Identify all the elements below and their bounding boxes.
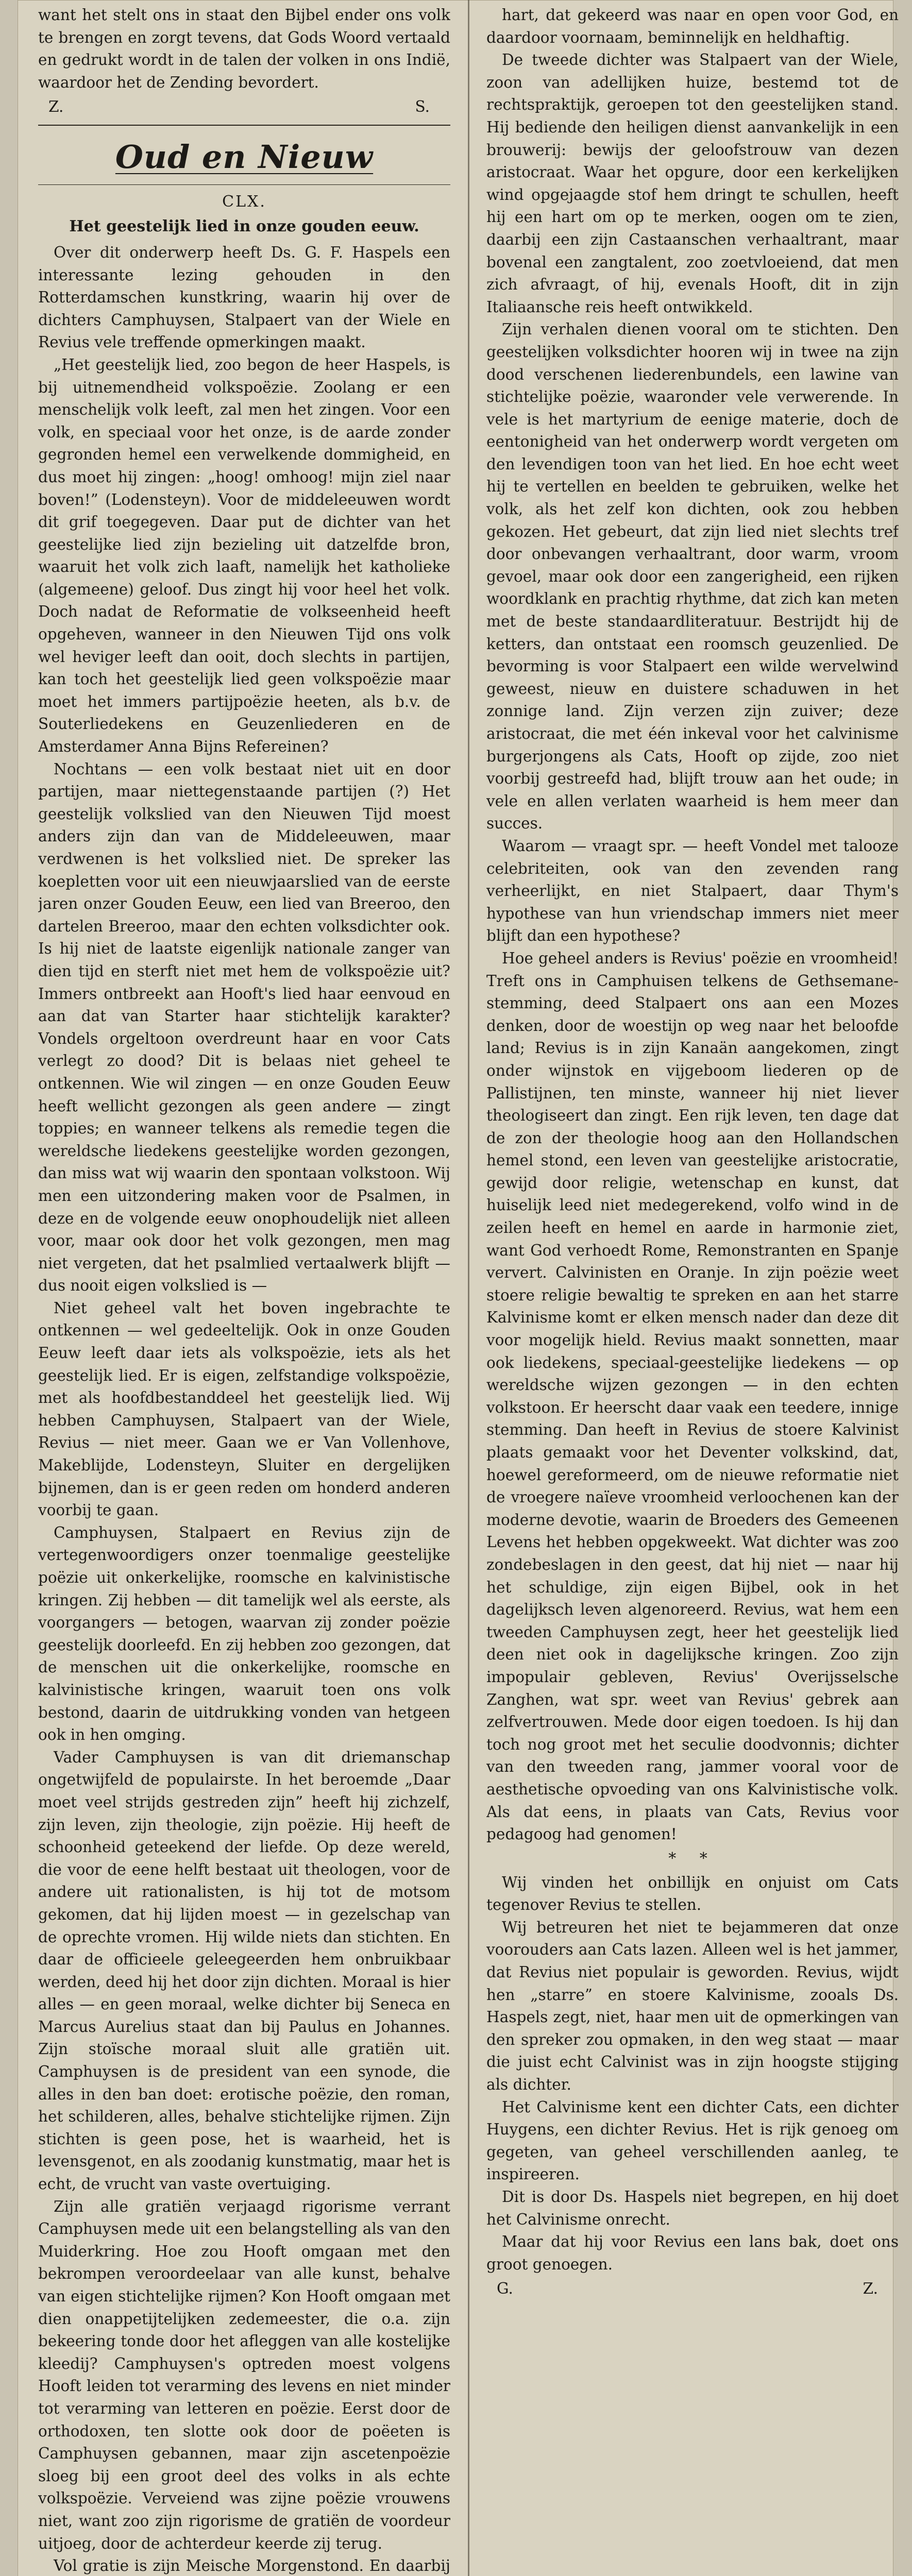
paragraph: Zijn verhalen dienen vooral om te stichten. Den geestelijken volksdichter hooren wij in twee na zijn dood verschenen liederenbundels, een lawine van stichtelijke poëzie, waaronder vele verwerende. In vele is het martyrium de eenige materie, doch de eentonigheid van het onderwerp wordt vergeten om den levendigen toon van het lied. En hoe echt weet hij te vertellen en beelden te gebruiken, welke het volk, als het zelf kon dichten, ook zou hebben gekozen. Het gebeurt, dat zijn lied niet slechts tref door onbevangen verhaaltrant, door warm, vroom gevoel, maar ook door een zangerigheid, een rijken woordklank en prachtig rhythme, dat zich kan meten met de beste standaardliteratuur. Bestrijdt hij de ketters, dan ontstaat een roomsch geuzenlied. De bevorming is voor Stalpaert een wilde wervelwind geweest, nieuw en duistere schaduwen in het zonnige land. Zijn verzen zijn zuiver; deze aristocraat, die met één inkeval voor het calvinisme burgerjongens als Cats, Hooft op zijde, zoo niet voorbij gestreefd had, blijft trouw aan het oude; in vele en allen verlaten waarheid is hem meer dan succes.	[486, 320, 899, 833]
paragraph: Over dit onderwerp heeft Ds. G. F. Haspels een interessante lezing gehouden in den Rotterdamschen kunstkring, waarin hij over de dichters Camphuysen, Stalpaert van der Wiele en Revius vele treffende opmerkingen maakt.	[38, 243, 450, 351]
paragraph: Wij vinden het onbillijk en onjuist om Cats tegenover Revius te stellen.	[486, 1873, 899, 1914]
right-column	[486, 4, 899, 2576]
section-number: CLX.	[222, 192, 266, 211]
paragraph: Hoe geheel anders is Revius' poëzie en vroomheid! Treft ons in Camphuisen telkens de Gethsemane-stemming, deed Stalpaert ons aan een Mozes denken, door de woestijn op weg naar het beloofde land; Revius is in zijn Kanaän aangekomen, zingt onder wijnstok en vijgeboom liederen op de Pallistijnen, ten minste, wanneer hij niet liever theologiseert dan zingt. Een rijk leven, ten dage dat de zon der theologie hoog aan den Hollandschen hemel stond, een leven van geestelijke aristocratie, gewijd door religie, wetenschap en kunst, dat huiselijk leed niet medegerekend, volfo wind in de zeilen heeft en hemel en aarde in harmonie ziet, want God verhoedt Rome, Remonstranten en Spanje ververt. Calvinisten en Oranje. In zijn poëzie weet stoere religie bewaltig te spreken en aan het starre Kalvinisme komt er elken mensch nader dan deze dit voor mogelijk hield. Revius maakt sonnetten, maar ook liedekens, speciaal-geestelijke liedekens — op wereldsche wijzen gezongen — in den echten volkstoon. Er heerscht daar vaak een teedere, innige stemming. Dan heeft in Revius de stoere Kalvinist plaats gemaakt voor het Deventer volkskind, dat, hoewel gereformeerd, om de nieuwe reformatie niet de vroegere naïeve vroomheid verloochenen kan der moderne devotie, waarin de Broeders des Gemeenen Levens het hebben opgekweekt. Wat dichter was zoo zondebeslagen in den geest, dat hij niet — naar hij het schuldige, zijn eigen Bijbel, ook in het dagelijksch leven algenoreerd. Revius, wat hem een tweeden Camphuysen zegt, heer het geestelijk lied deen niet ook in dagelijksche kringen. Zoo zijn impopulair gebleven, Revius' Overijsselsche Zanghen, wat spr. weet van Revius' gebrek aan zelfvertrouwen. Mede door eigen toedoen. Is hij dan toch nog groot met het seculie doodvonnis; dichter van den tweeden rang, jammer vooral voor de aesthetische opvoeding van ons Kalvinistische volk. Als dat eens, in plaats van Cats, Revius voor pedagoog had genomen!	[486, 949, 899, 1843]
paragraph: Wij betreuren het niet te bejammeren dat onze voorouders aan Cats lazen. Alleen wel is het jammer, dat Revius niet populair is geworden. Revius, wijdt hen „starre” en stoere Kalvinisme, zooals Ds. Haspels zegt, niet, haar men uit de opmerkingen van den spreker zou opmaken, in den weg staat — maar die juist echt Calvinist was in zijn hoogste stijging als dichter.	[486, 1918, 899, 2094]
paragraph: Zijn alle gratiën verjaagd rigorisme verrant Camphuysen mede uit een belangstelling als van den Muiderkring. Hoe zou Hooft omgaan met den bekrompen veroordeelaar van alle kunst, behalve van eigen stichtelijke rijmen? Kon Hooft omgaan met dien onappetijtelijken zedemeester, die o.a. zijn bekeering tonde door het afleggen van alle kostelijke kleedij? Camphuysen's optreden moest volgens Hooft leiden tot verarming des levens en niet minder tot verarming van letteren en poëzie. Eerst door de orthodoxen, ten slotte ook door de poëeten is Camphuysen gebannen, maar zijn ascetenpoëzie sloeg bij een groot deel des volks in als echte volkspoëzie. Verveiend was zijne poëzie vrouwens niet, want zoo zijn rigorisme de gratiën de voordeur uitjoeg, door de achterdeur keerde zij terug.	[38, 2197, 450, 2552]
section-stars: * *	[668, 1849, 717, 1868]
article-body-left	[38, 242, 450, 2576]
closing-signoff-right: Z.	[863, 2280, 878, 2298]
paragraph: hart, dat gekeerd was naar en open voor God, en daardoor voornaam, beminnelijk en heldhaftig.	[486, 6, 899, 46]
editorial-comment	[486, 1872, 899, 2276]
paragraph: Waarom — vraagt spr. — heeft Vondel met talooze celebriteiten, ook van den zevenden rang verheerlijkt, en niet Stalpaert, daar Thym's hypothese van hun vriendschap immers niet meer blijft dan een hypothese?	[486, 837, 899, 945]
closing-signoff-left: G.	[497, 2280, 513, 2298]
paragraph: Camphuysen, Stalpaert en Revius zijn de vertegenwoordigers onzer toenmalige geestelijke poëzie uit onkerkelijke, roomsche en kalvinistische kringen. Zij hebben — dit tamelijk wel als eerste, als voorgangers — betogen, waarvan zij zonder poëzie geestelijk doorleefd. En zij hebben zoo gezongen, dat de menschen uit die onkerkelijke, roomsche en kalvinistische kringen, waaruit toen ons volk bestond, daarin de uitdrukking vonden van hetgeen ook in hen omging.	[38, 1523, 450, 1744]
intro-continuation	[38, 4, 450, 94]
paragraph: Vol gratie is zijn Meische Morgenstond. En daarbij	[54, 2557, 450, 2575]
paragraph: Vader Camphuysen is van dit driemanschap ongetwijfeld de populairste. In het beroemde „Daar moet veel strijds gestreden zijn” heeft hij zichzelf, zijn leven, zijn theologie, zijn poëzie. Hij heeft de schoonheid geteekend der liefde. Op deze wereld, die voor de eene helft bestaat uit theologen, voor de andere uit rationalisten, is hij tot de motsom gekomen, dat hij lijden moest — in gezelschap van de oprechte vromen. Hij wilde niets dan stichten. En daar de officieele geleegeerden hem onbruikbaar werden, deed hij het door zijn dichten. Moraal is hier alles — en geen moraal, welke dichter bij Seneca en Marcus Aurelius staat dan bij Paulus en Johannes. Zijn stoïsche moraal sluit alle gratiën uit. Camphuysen is de president van een synode, die alles in den ban doet: erotische poëzie, den roman, het schilderen, alles, behalve stichtelijke rijmen. Zijn stichten is geen pose, het is waarheid, het is levensgenot, en als zoodanig kunstmatig, maar het is echt, de vrucht van vaste overtuiging.	[38, 1748, 450, 2193]
section-rule	[38, 125, 450, 126]
paragraph: Dit is door Ds. Haspels niet begrepen, en hij doet het Calvinisme onrecht.	[486, 2188, 899, 2228]
intro-signoff-right: S.	[415, 98, 430, 116]
newspaper-clipping	[18, 0, 899, 2576]
paragraph: Maar dat hij voor Revius een lans bak, doet ons groot genoegen.	[486, 2233, 899, 2273]
intro-signoff	[38, 96, 450, 118]
paragraph: De tweede dichter was Stalpaert van der Wiele, zoon van adellijken huize, bestemd tot de rechtspraktijk, geroepen tot den geestelijken stand. Hij bediende den heiligen dienst aanvankelijk in een brouwerij: bewijs der geloofstrouw van dezen aristocraat. Waar het opgure, door een kerkelijken wind opgejaagde stof hem dringt te schullen, heeft hij een hart om op te merken, oogen om te zien, daarbij een zijn Castaanschen verhaaltrant, maar bovenal een zangtalent, zoo zoetvloeiend, dat men zich afvraagt, of hij, evenals Hooft, dit in zijn Italiaansche reis heeft ontwikkeld.	[486, 51, 899, 316]
paragraph: Niet geheel valt het boven ingebrachte te ontkennen — wel gedeeltelijk. Ook in onze Gouden Eeuw leeft daar iets als volkspoëzie, iets als het geestelijk lied. Er is eigen, zelfstandige volkspoëzie, met als hoofdbestanddeel het geestelijk lied. Wij hebben Camphuysen, Stalpaert van der Wiele, Revius — niet meer. Gaan we er Van Vollenhove, Makeblijde, Lodensteyn, Sluiter en dergelijken bijnemen, dan is er geen reden om honderd anderen voorbij te gaan.	[38, 1299, 450, 1519]
column-divider	[468, 0, 469, 2576]
paragraph: Nochtans — een volk bestaat niet uit en door partijen, maar niettegenstaande partijen (?) Het geestelijk volkslied van den Nieuwen Tijd moest anders zijn dan van de Middeleeuwen, maar verdwenen is het volkslied niet. De spreker las koepletten voor uit een nieuwjaarslied van de eerste jaren onzer Gouden Eeuw, een lied van Breeroo, den dartelen Breeroo, maar den echten volksdichter ook. Is hij niet de laatste eigenlijk nationale zanger van dien tijd en sterft niet met hem de volkspoëzie uit? Immers ontbreekt aan Hooft's lied haar eenvoud en aan dat van Starter haar stichtelijk karakter? Vondels orgeltoon overdreunt haar en voor Cats verlegt zo dood? Dit is belaas niet geheel te ontkennen. Wie wil zingen — en onze Gouden Eeuw heeft wellicht gezongen als geen andere — zingt toppies; en wanneer telkens als remedie tegen die wereldsche liedekens geestelijke worden gezongen, dan miss wat wij waarin den spontaan volkstoon. Wij men een uitzondering maken voor de Psalmen, in deze en de volgende eeuw onophoudelijk niet alleen voor, maar ook door het volk gezongen, men mag niet vergeten, dat het psalmlied vertaalwerk blijft — dus nooit eigen volkslied is —	[38, 760, 450, 1295]
paragraph: „Het geestelijk lied, zoo begon de heer Haspels, is bij uitnemendheid volkspoëzie. Zoolang er een menschelijk volk leeft, zal men het zingen. Voor een volk, en speciaal voor het onze, is de aarde zonder gegronden hemel een verwelkende dommigheid, en dus moet hij zingen: „hoog! omhoog! mijn ziel naar boven!” (Lodensteyn). Voor de middeleeuwen wordt dit grif toegegeven. Daar put de dichter van het geestelijke lied zijn bezieling uit datzelfde bron, waaruit het volk zich laaft, namelijk het katholieke (algemeene) geloof. Dus zingt hij voor heel het volk. Doch nadat de Reformatie de volkseenheid heeft opgeheven, wanneer in den Nieuwen Tijd ons volk wel heviger leeft dan ooit, doch slechts in partijen, kan toch het geestelijk lied geen volkspoëzie maar moet het immers partijpoëzie heeten, als b.v. de Souterliedekens en Geuzenliederen en de Amsterdamer Anna Bijns Refereinen?	[38, 355, 450, 756]
rubric-rule	[38, 184, 450, 185]
rubric-title: Oud en Nieuw	[115, 138, 374, 176]
article-headline: Het geestelijk lied in onze gouden eeuw.	[69, 217, 419, 235]
left-column	[38, 4, 450, 2576]
paragraph: Het Calvinisme kent een dichter Cats, een dichter Huygens, een dichter Revius. Het is rijk genoeg om gegeten, van geheel verschillenden aanleg, te inspireeren.	[486, 2098, 899, 2183]
closing-signoff	[486, 2278, 899, 2300]
article-body-right	[486, 4, 899, 1846]
intro-signoff-left: Z.	[48, 98, 64, 116]
paragraph: want het stelt ons in staat den Bijbel ender ons volk te brengen en zorgt tevens, dat Gods Woord vertaald en gedrukt wordt in de talen der volken in ons Indië, waardoor het de Zending bevordert.	[38, 6, 450, 91]
